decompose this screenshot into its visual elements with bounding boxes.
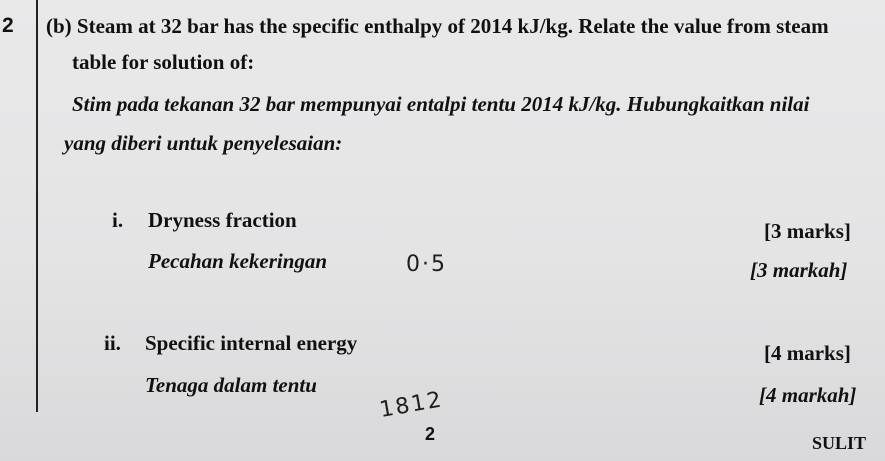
classification-label: SULIT: [812, 433, 867, 453]
question-text-english-line2: table for solution of:: [72, 50, 255, 74]
margin-divider: [36, 0, 38, 412]
question-text-malay-line2: yang diberi untuk penyelesaian:: [64, 131, 343, 155]
item-ii-marks-en: [4 marks]: [764, 341, 851, 365]
question-text-malay-line1: Stim pada tekanan 32 bar mempunyai entalpi tentu 2014 kJ/kg. Hubungkaitkan nilai: [72, 92, 810, 116]
item-ii-english: Specific internal energy: [145, 331, 358, 355]
item-i-marks-en: [3 marks]: [764, 219, 851, 243]
item-ii-malay: Tenaga dalam tentu: [145, 373, 317, 397]
item-ii-numeral: ii.: [104, 331, 121, 355]
item-i-malay: Pecahan kekeringan: [148, 249, 328, 273]
item-i-numeral: i.: [112, 208, 124, 232]
question-number: 2: [2, 14, 14, 37]
question-text-english-line1: [46, 14, 829, 39]
page-number: 2: [425, 424, 436, 444]
english-line1-text: Steam at 32 bar has the specific enthalpy of 2014 kJ/kg. Relate the value from steam: [76, 14, 829, 38]
item-i-handwritten-answer: 0·5: [406, 252, 447, 277]
part-label: (b): [46, 14, 72, 38]
item-i-english: Dryness fraction: [148, 208, 297, 232]
item-ii-handwritten-answer: 1812: [377, 387, 446, 423]
item-i-marks-ms: [3 markah]: [750, 258, 848, 282]
item-ii-marks-ms: [4 markah]: [759, 383, 857, 407]
